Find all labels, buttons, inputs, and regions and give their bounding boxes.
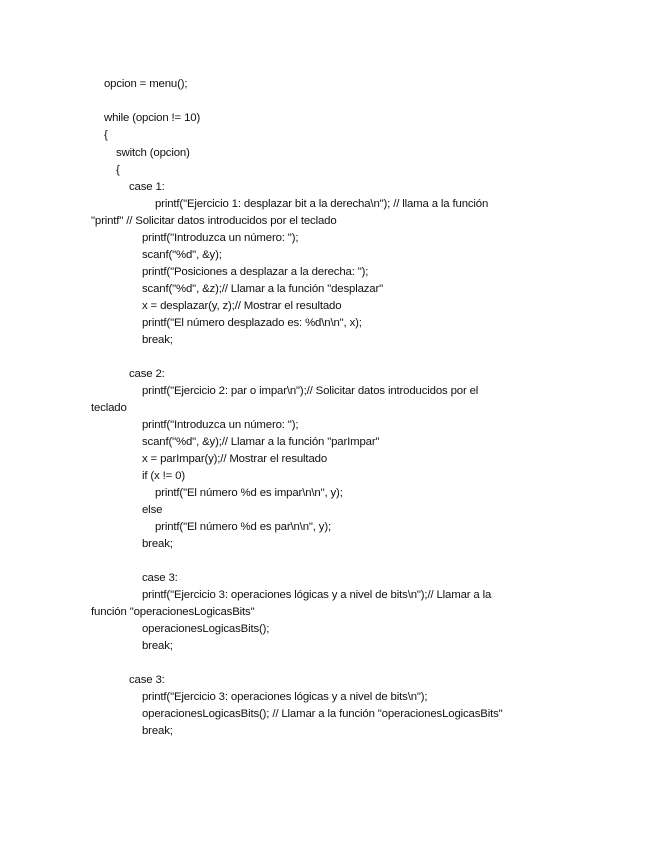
code-line: printf("Posiciones a desplazar a la derecha: "); xyxy=(142,266,369,278)
code-line: x = parImpar(y);// Mostrar el resultado xyxy=(142,453,328,465)
code-line: printf("Ejercicio 1: desplazar bit a la derecha\n"); // llama a la función xyxy=(155,198,489,210)
code-line: break; xyxy=(142,640,173,652)
code-line: if (x != 0) xyxy=(142,470,185,482)
code-line: printf("Introduzca un número: "); xyxy=(142,419,299,431)
code-line: printf("Ejercicio 2: par o impar\n");// Solicitar datos introducidos por el xyxy=(142,385,479,397)
code-line: break; xyxy=(142,538,173,550)
code-line: operacionesLogicasBits(); xyxy=(142,623,270,635)
code-line: case 3: xyxy=(129,674,165,686)
code-line: printf("Introduzca un número: "); xyxy=(142,232,299,244)
code-line: printf("El número desplazado es: %d\n\n", x); xyxy=(142,317,362,329)
code-line: break; xyxy=(142,334,173,346)
code-line: switch (opcion) xyxy=(116,147,190,159)
code-line: case 3: xyxy=(142,572,178,584)
code-line: x = desplazar(y, z);// Mostrar el resultado xyxy=(142,300,342,312)
code-line: { xyxy=(104,129,108,141)
code-line: printf("Ejercicio 3: operaciones lógicas y a nivel de bits\n");// Llamar a la xyxy=(142,589,492,601)
code-line: case 2: xyxy=(129,368,165,380)
code-line: scanf("%d", &y);// Llamar a la función "parImpar" xyxy=(142,436,380,448)
code-line: operacionesLogicasBits(); // Llamar a la función "operacionesLogicasBits" xyxy=(142,708,503,720)
code-line: else xyxy=(142,504,163,516)
code-line: break; xyxy=(142,725,173,737)
code-line: { xyxy=(116,164,120,176)
code-line: "printf" // Solicitar datos introducidos por el teclado xyxy=(91,215,337,227)
code-line: opcion = menu(); xyxy=(104,78,188,90)
code-line: scanf("%d", &z);// Llamar a la función "desplazar" xyxy=(142,283,384,295)
code-line: función "operacionesLogicasBits" xyxy=(91,606,255,618)
code-line: case 1: xyxy=(129,181,165,193)
code-line: while (opcion != 10) xyxy=(104,112,201,124)
code-line: printf("Ejercicio 3: operaciones lógicas y a nivel de bits\n"); xyxy=(142,691,428,703)
code-line: printf("El número %d es impar\n\n", y); xyxy=(155,487,343,499)
code-line: printf("El número %d es par\n\n", y); xyxy=(155,521,331,533)
code-line: scanf("%d", &y); xyxy=(142,249,222,261)
code-line: teclado xyxy=(91,402,127,414)
